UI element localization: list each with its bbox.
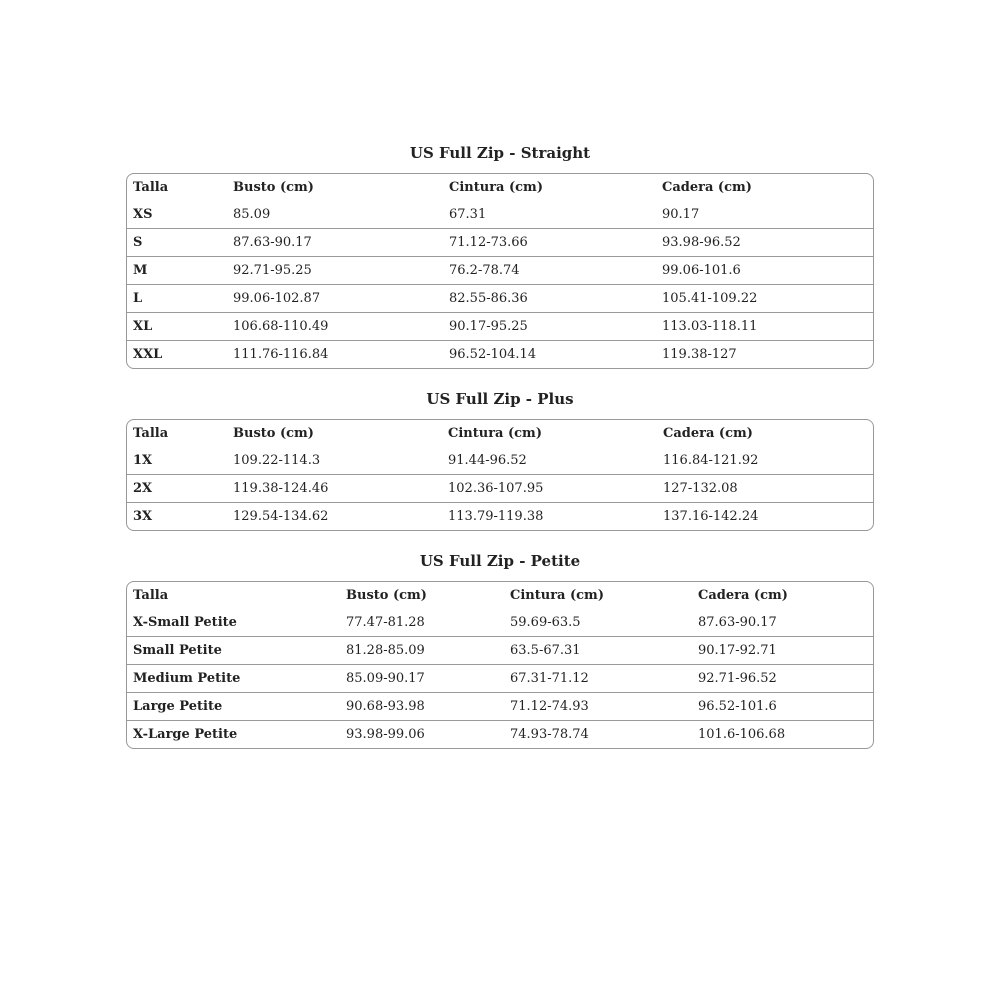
bust-cell: 87.63-90.17 xyxy=(227,229,443,257)
table-row xyxy=(127,201,873,229)
waist-cell: 67.31 xyxy=(449,207,487,222)
waist-cell: 74.93-78.74 xyxy=(504,721,692,749)
column-header: Talla xyxy=(133,180,169,195)
bust-cell: 93.98-99.06 xyxy=(340,721,504,749)
table-row xyxy=(127,257,873,285)
bust-cell: 119.38-124.46 xyxy=(227,475,442,503)
size-cell: Medium Petite xyxy=(127,665,340,693)
size-cell: XL xyxy=(127,313,227,341)
waist-cell: 67.31-71.12 xyxy=(504,665,692,693)
waist-cell: 82.55-86.36 xyxy=(443,285,656,313)
hip-cell: 90.17 xyxy=(662,207,700,222)
table-row xyxy=(127,721,873,749)
table-header-row xyxy=(127,582,873,609)
size-table xyxy=(127,420,873,530)
table-row xyxy=(127,503,873,531)
column-header: Cadera (cm) xyxy=(662,180,752,195)
size-table-section-petite xyxy=(126,551,874,749)
bust-cell: 109.22-114.3 xyxy=(233,453,321,468)
column-header: Cadera (cm) xyxy=(698,588,788,603)
hip-cell: 87.63-90.17 xyxy=(698,615,777,630)
table-title: US Full Zip - Straight xyxy=(409,144,591,162)
waist-cell: 63.5-67.31 xyxy=(504,637,692,665)
size-cell: 2X xyxy=(127,475,227,503)
waist-cell: 71.12-74.93 xyxy=(504,693,692,721)
size-table xyxy=(127,582,873,748)
waist-cell: 76.2-78.74 xyxy=(443,257,656,285)
bust-cell: 77.47-81.28 xyxy=(346,615,425,630)
size-cell: XXL xyxy=(127,341,227,369)
table-row xyxy=(127,475,873,503)
hip-cell: 96.52-101.6 xyxy=(692,693,873,721)
hip-cell: 92.71-96.52 xyxy=(692,665,873,693)
table-header-row xyxy=(127,174,873,201)
size-table-section-plus xyxy=(126,389,874,531)
column-header: Talla xyxy=(133,588,169,603)
hip-cell: 105.41-109.22 xyxy=(656,285,873,313)
size-charts xyxy=(126,143,874,749)
waist-cell: 113.79-119.38 xyxy=(442,503,657,531)
column-header: Cintura (cm) xyxy=(449,180,543,195)
waist-cell: 59.69-63.5 xyxy=(510,615,581,630)
table-header-row xyxy=(127,420,873,447)
table-row xyxy=(127,313,873,341)
hip-cell: 116.84-121.92 xyxy=(663,453,759,468)
bust-cell: 85.09 xyxy=(233,207,271,222)
table-row xyxy=(127,609,873,637)
hip-cell: 90.17-92.71 xyxy=(692,637,873,665)
table-row xyxy=(127,285,873,313)
table-title: US Full Zip - Petite xyxy=(419,552,581,570)
table-row xyxy=(127,665,873,693)
size-cell: S xyxy=(127,229,227,257)
column-header: Busto (cm) xyxy=(346,588,427,603)
column-header: Cintura (cm) xyxy=(448,426,542,441)
waist-cell: 90.17-95.25 xyxy=(443,313,656,341)
size-cell: Small Petite xyxy=(127,637,340,665)
size-cell: X-Small Petite xyxy=(133,615,237,630)
table-row xyxy=(127,229,873,257)
hip-cell: 119.38-127 xyxy=(656,341,873,369)
size-cell: M xyxy=(127,257,227,285)
bust-cell: 81.28-85.09 xyxy=(340,637,504,665)
table-title: US Full Zip - Plus xyxy=(426,390,574,408)
size-cell: 1X xyxy=(133,453,153,468)
column-header: Busto (cm) xyxy=(233,180,314,195)
bust-cell: 99.06-102.87 xyxy=(227,285,443,313)
column-header: Busto (cm) xyxy=(233,426,314,441)
column-header: Cintura (cm) xyxy=(510,588,604,603)
waist-cell: 71.12-73.66 xyxy=(443,229,656,257)
bust-cell: 106.68-110.49 xyxy=(227,313,443,341)
hip-cell: 137.16-142.24 xyxy=(657,503,873,531)
size-cell: 3X xyxy=(127,503,227,531)
size-cell: X-Large Petite xyxy=(127,721,340,749)
hip-cell: 99.06-101.6 xyxy=(656,257,873,285)
waist-cell: 96.52-104.14 xyxy=(443,341,656,369)
table-row xyxy=(127,637,873,665)
table-row xyxy=(127,341,873,369)
bust-cell: 111.76-116.84 xyxy=(227,341,443,369)
hip-cell: 93.98-96.52 xyxy=(656,229,873,257)
waist-cell: 102.36-107.95 xyxy=(442,475,657,503)
column-header: Talla xyxy=(133,426,169,441)
bust-cell: 85.09-90.17 xyxy=(340,665,504,693)
size-table-frame xyxy=(126,581,874,749)
hip-cell: 101.6-106.68 xyxy=(692,721,873,749)
size-cell: Large Petite xyxy=(127,693,340,721)
size-table xyxy=(127,174,873,368)
table-row xyxy=(127,447,873,475)
bust-cell: 129.54-134.62 xyxy=(227,503,442,531)
table-row xyxy=(127,693,873,721)
bust-cell: 90.68-93.98 xyxy=(340,693,504,721)
size-cell: XS xyxy=(133,207,153,222)
column-header: Cadera (cm) xyxy=(663,426,753,441)
size-cell: L xyxy=(127,285,227,313)
size-table-section-straight xyxy=(126,143,874,369)
bust-cell: 92.71-95.25 xyxy=(227,257,443,285)
size-table-frame xyxy=(126,419,874,531)
hip-cell: 127-132.08 xyxy=(657,475,873,503)
waist-cell: 91.44-96.52 xyxy=(448,453,527,468)
hip-cell: 113.03-118.11 xyxy=(656,313,873,341)
size-table-frame xyxy=(126,173,874,369)
